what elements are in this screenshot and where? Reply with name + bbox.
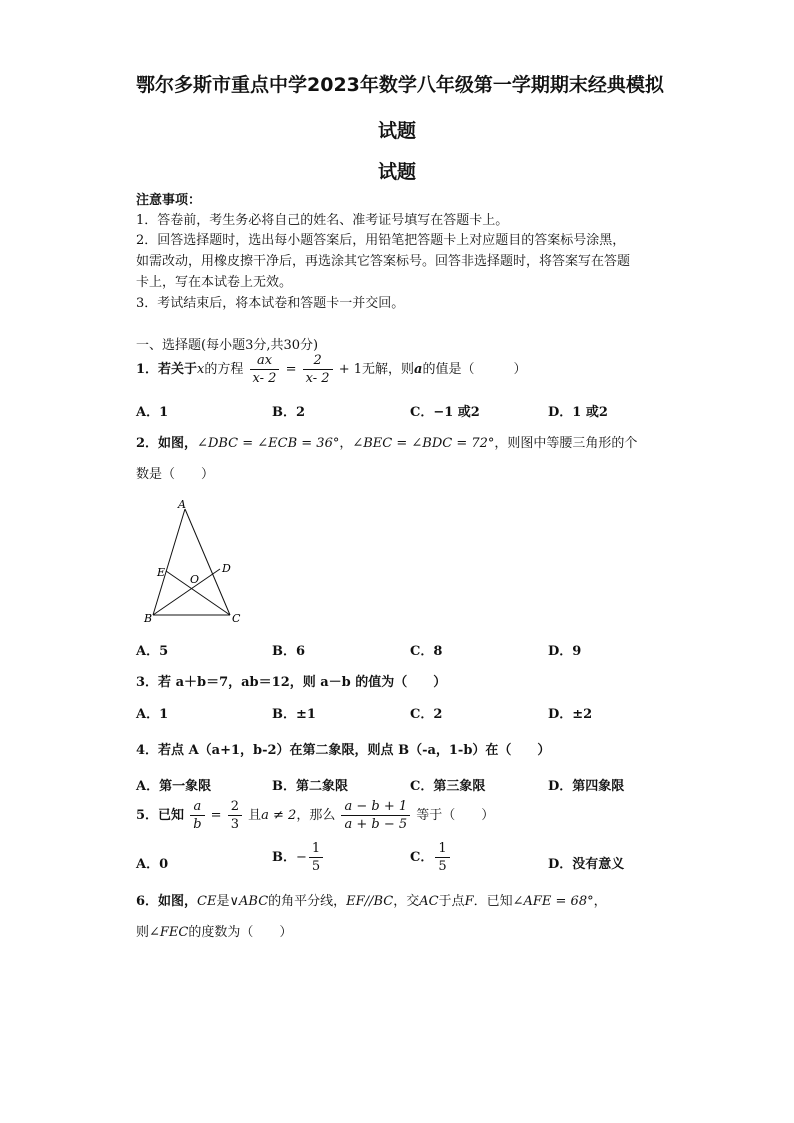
q2-prefix: 2．如图， xyxy=(136,436,198,451)
q5-option-c[interactable] xyxy=(410,842,452,873)
question-1 xyxy=(136,354,526,385)
q4-option-a[interactable]: A．第一象限 xyxy=(136,779,212,794)
q5-optb-den: 5 xyxy=(311,859,321,874)
q1-option-d[interactable]: D．1 或2 xyxy=(548,405,608,420)
q1-plus: + 1 xyxy=(338,362,362,377)
question-3: 3．若 a＋b＝7，ab＝12，则 a－b 的值为（ ） xyxy=(136,675,447,690)
q5-fraction-2 xyxy=(228,800,242,831)
q6-mid5: ， xyxy=(593,894,607,909)
q5-optb-label: B． xyxy=(272,850,296,865)
q3-option-c[interactable]: C．2 xyxy=(410,707,443,722)
q5-fraction-1 xyxy=(190,800,204,831)
q6-mid2: ，交 xyxy=(393,894,420,909)
label-c: C xyxy=(232,612,241,625)
q6-mid3: 于点 xyxy=(438,894,465,909)
q5-optb-fraction xyxy=(309,842,323,873)
q4-option-c[interactable]: C．第三象限 xyxy=(410,779,486,794)
q1-tail2: 的值是（ ） xyxy=(422,362,527,377)
question-2-line2: 数是（ ） xyxy=(136,467,215,482)
q2-math2: ∠BEC = ∠BDC = 72° xyxy=(352,436,495,451)
q5-mid: 且 xyxy=(248,808,262,823)
q2-option-c[interactable]: C．8 xyxy=(410,644,443,659)
q6-ac: AC xyxy=(419,894,439,909)
q6-angle: ∠AFE = 68° xyxy=(512,894,594,909)
q5-option-b[interactable] xyxy=(272,842,325,873)
q5-f2-num: 2 xyxy=(228,800,242,816)
q5-optc-fraction xyxy=(435,842,449,873)
q6-prefix: 6．如图， xyxy=(136,894,198,909)
q4-option-d[interactable]: D．第四象限 xyxy=(548,779,625,794)
page-title-line1: 鄂尔多斯市重点中学2023年数学八年级第一学期期末经典模拟 xyxy=(136,74,664,96)
q5-option-a[interactable]: A．0 xyxy=(136,857,169,872)
q1-tail1: 无解，则 xyxy=(361,362,414,377)
q5-fraction-3 xyxy=(341,800,410,831)
q5-f3-num: a − b + 1 xyxy=(341,800,410,816)
q1-var-x: x xyxy=(197,362,205,377)
side-ab xyxy=(153,509,185,615)
q2-option-a[interactable]: A．5 xyxy=(136,644,169,659)
q2-tail: ，则图中等腰三角形的个 xyxy=(494,436,638,451)
q5-eq: = xyxy=(210,808,222,823)
q5-tail: 等于（ ） xyxy=(416,808,495,823)
q5-option-d[interactable]: D．没有意义 xyxy=(548,857,625,872)
q2-math1: ∠DBC = ∠ECB = 36° xyxy=(197,436,340,451)
section-heading: 一、选择题(每小题3分,共30分) xyxy=(136,338,319,353)
q6-mid4: ．已知 xyxy=(473,894,513,909)
page-title-line3: 试题 xyxy=(378,161,417,183)
label-o: O xyxy=(190,573,200,586)
notice-heading: 注意事项： xyxy=(136,193,202,208)
question-5 xyxy=(136,800,494,831)
q1-fraction-2 xyxy=(303,354,333,385)
q1-fraction-1 xyxy=(250,354,280,385)
q1-f1-den: x- 2 xyxy=(252,371,277,386)
q6-line2-prefix: 则 xyxy=(136,925,150,940)
q3-option-b[interactable]: B．±1 xyxy=(272,707,316,722)
q1-f1-num: ax xyxy=(250,354,280,370)
question-2-line1 xyxy=(136,432,637,451)
q5-prefix: 5．已知 xyxy=(136,808,185,823)
q3-option-a[interactable]: A．1 xyxy=(136,707,169,722)
question-4: 4．若点 A（a+1，b-2）在第二象限，则点 B（-a，1-b）在（ ） xyxy=(136,743,551,758)
q6-f: F xyxy=(464,894,474,909)
q6-is: 是 xyxy=(216,894,230,909)
label-d: D xyxy=(222,562,231,575)
q5-optc-num: 1 xyxy=(435,842,449,858)
notice-item: 1．答卷前，考生务必将自己的姓名、准考证号填写在答题卡上。 xyxy=(136,213,509,228)
q1-option-a[interactable]: A．1 xyxy=(136,405,169,420)
q5-optc-den: 5 xyxy=(438,859,447,874)
question-6-line2 xyxy=(136,921,292,940)
notice-item: 卡上，写在本试卷上无效。 xyxy=(136,275,293,290)
q6-tri: ∨ABC xyxy=(229,894,269,909)
question-6-line1 xyxy=(136,890,607,909)
q5-f1-den: b xyxy=(193,817,202,832)
notice-item: 2．回答选择题时，选出每小题答案后，用铅笔把答题卡上对应题目的答案标号涂黑， xyxy=(136,233,626,248)
q2-sep: ， xyxy=(339,436,353,451)
q5-optc-label: C． xyxy=(410,850,434,865)
q6-line2-angle: ∠FEC xyxy=(149,925,189,940)
q5-f2-den: 3 xyxy=(230,817,239,832)
q6-ef: EF//BC xyxy=(346,894,394,909)
q2-option-d[interactable]: D．9 xyxy=(548,644,582,659)
label-b: B xyxy=(144,612,153,625)
q1-f2-num: 2 xyxy=(303,354,333,370)
notice-item: 如需改动，用橡皮擦干净后，再选涂其它答案标号。回答非选择题时，将答案写在答题 xyxy=(136,254,631,269)
triangle-figure xyxy=(138,495,248,630)
q1-f2-den: x- 2 xyxy=(305,371,330,386)
q1-eq: = xyxy=(285,362,297,377)
q5-optb-sign: − xyxy=(296,850,307,865)
q6-mid1: 的角平分线， xyxy=(268,894,347,909)
notice-item: 3．考试结束后，将本试卷和答题卡一并交回。 xyxy=(136,296,405,311)
label-e: E xyxy=(157,566,166,579)
q5-mid2: ，那么 xyxy=(296,808,336,823)
q3-option-d[interactable]: D．±2 xyxy=(548,707,593,722)
q1-mid: 的方程 xyxy=(204,362,244,377)
q4-option-b[interactable]: B．第二象限 xyxy=(272,779,348,794)
q1-var-a: a xyxy=(414,362,423,377)
q5-optb-num: 1 xyxy=(309,842,323,858)
q6-line2-tail: 的度数为（ ） xyxy=(188,925,293,940)
label-a: A xyxy=(178,498,186,511)
q5-cond: a ≠ 2 xyxy=(261,808,297,823)
q1-prefix: 1．若关于 xyxy=(136,362,198,377)
q1-option-c[interactable]: C．−1 或2 xyxy=(410,405,480,420)
q5-f3-den: a + b − 5 xyxy=(344,817,408,832)
q1-option-b[interactable]: B．2 xyxy=(272,405,306,420)
q6-ce: CE xyxy=(197,894,217,909)
q2-option-b[interactable]: B．6 xyxy=(272,644,306,659)
q5-f1-num: a xyxy=(190,800,204,816)
page-title-line2: 试题 xyxy=(378,120,417,142)
